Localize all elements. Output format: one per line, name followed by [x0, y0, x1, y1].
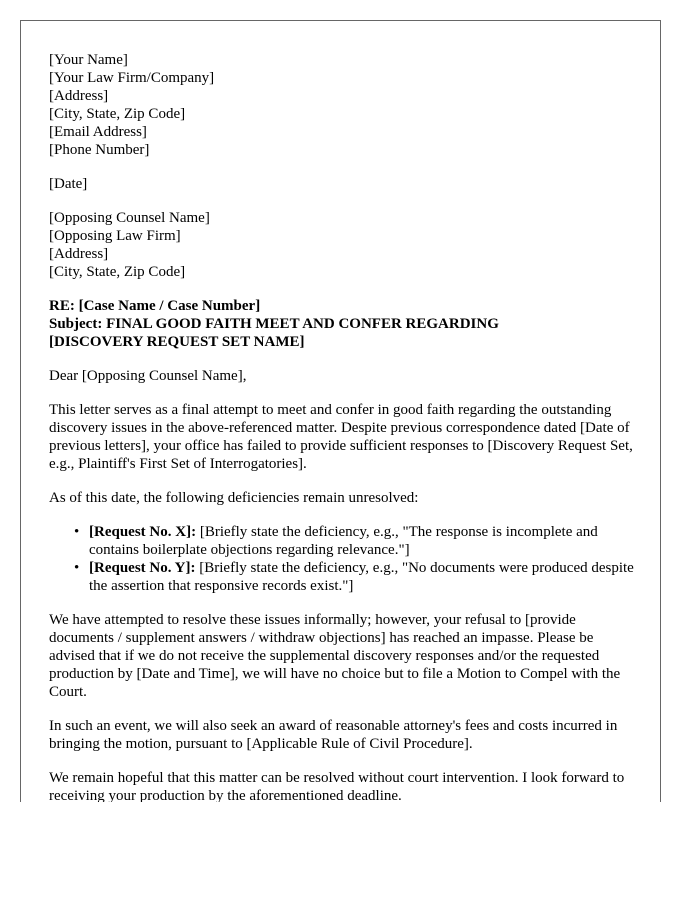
intro-paragraph: This letter serves as a final attempt to meet and confer in good faith regarding the outstanding discovery issues in the above-referenced matter. Despite previous correspondence dated [Date of previous letters], your office has failed to provide sufficient responses to [Discovery Request Set, e.g., Plaintiff's First Set of Interrogatories]. [49, 402, 633, 472]
sender-name: [Your Name] [49, 52, 128, 68]
impasse-paragraph: We have attempted to resolve these issues informally; however, your refusal to [provide documents / supplement answers / withdraw objections] has reached an impasse. Please be advised that if we do not receive the supplemental discovery responses and/or the requested production by [Date and Time], we will have no choice but to file a Motion to Compel with the Court. [49, 612, 621, 700]
deficiencies-lead-paragraph: As of this date, the following deficiencies remain unresolved: [49, 490, 419, 506]
re-line: RE: [Case Name / Case Number] [49, 298, 261, 314]
recipient-name: [Opposing Counsel Name] [49, 210, 210, 226]
subject-block [49, 297, 639, 351]
fees-paragraph: In such an event, we will also seek an award of reasonable attorney's fees and costs incurred in bringing the motion, pursuant to [Applicable Rule of Civil Procedure]. [49, 718, 618, 752]
bullet-icon: • [74, 560, 80, 576]
sender-email: [Email Address] [49, 124, 147, 140]
letter-page [20, 20, 661, 802]
list-item [74, 523, 639, 559]
bullet-icon: • [74, 524, 80, 540]
salutation: Dear [Opposing Counsel Name], [49, 368, 247, 384]
closing-paragraph: We remain hopeful that this matter can be resolved without court intervention. I look forward to receiving your production by the aforementioned deadline. [49, 770, 625, 802]
sender-firm: [Your Law Firm/Company] [49, 70, 215, 86]
recipient-block [49, 209, 639, 281]
date-block [49, 175, 639, 193]
sender-address: [Address] [49, 88, 109, 104]
sender-phone: [Phone Number] [49, 142, 150, 158]
request-label: [Request No. Y]: [89, 560, 196, 576]
recipient-firm: [Opposing Law Firm] [49, 228, 181, 244]
deficiency-list [49, 523, 639, 595]
letter-date: [Date] [49, 176, 88, 192]
letter-body [49, 51, 639, 802]
list-item [74, 559, 639, 595]
request-text: [Briefly state the deficiency, e.g., "The response is incomplete and contains boilerplate objections regarding relevance."] [89, 524, 598, 558]
sender-block [49, 51, 639, 159]
recipient-city-state-zip: [City, State, Zip Code] [49, 264, 186, 280]
sender-city-state-zip: [City, State, Zip Code] [49, 106, 186, 122]
request-label: [Request No. X]: [89, 524, 197, 540]
recipient-address: [Address] [49, 246, 109, 262]
subject-line-1: Subject: FINAL GOOD FAITH MEET AND CONFER REGARDING [49, 316, 499, 332]
request-text: [Briefly state the deficiency, e.g., "No documents were produced despite the assertion that responsive records exist."] [89, 560, 634, 594]
subject-line-2: [DISCOVERY REQUEST SET NAME] [49, 334, 305, 350]
